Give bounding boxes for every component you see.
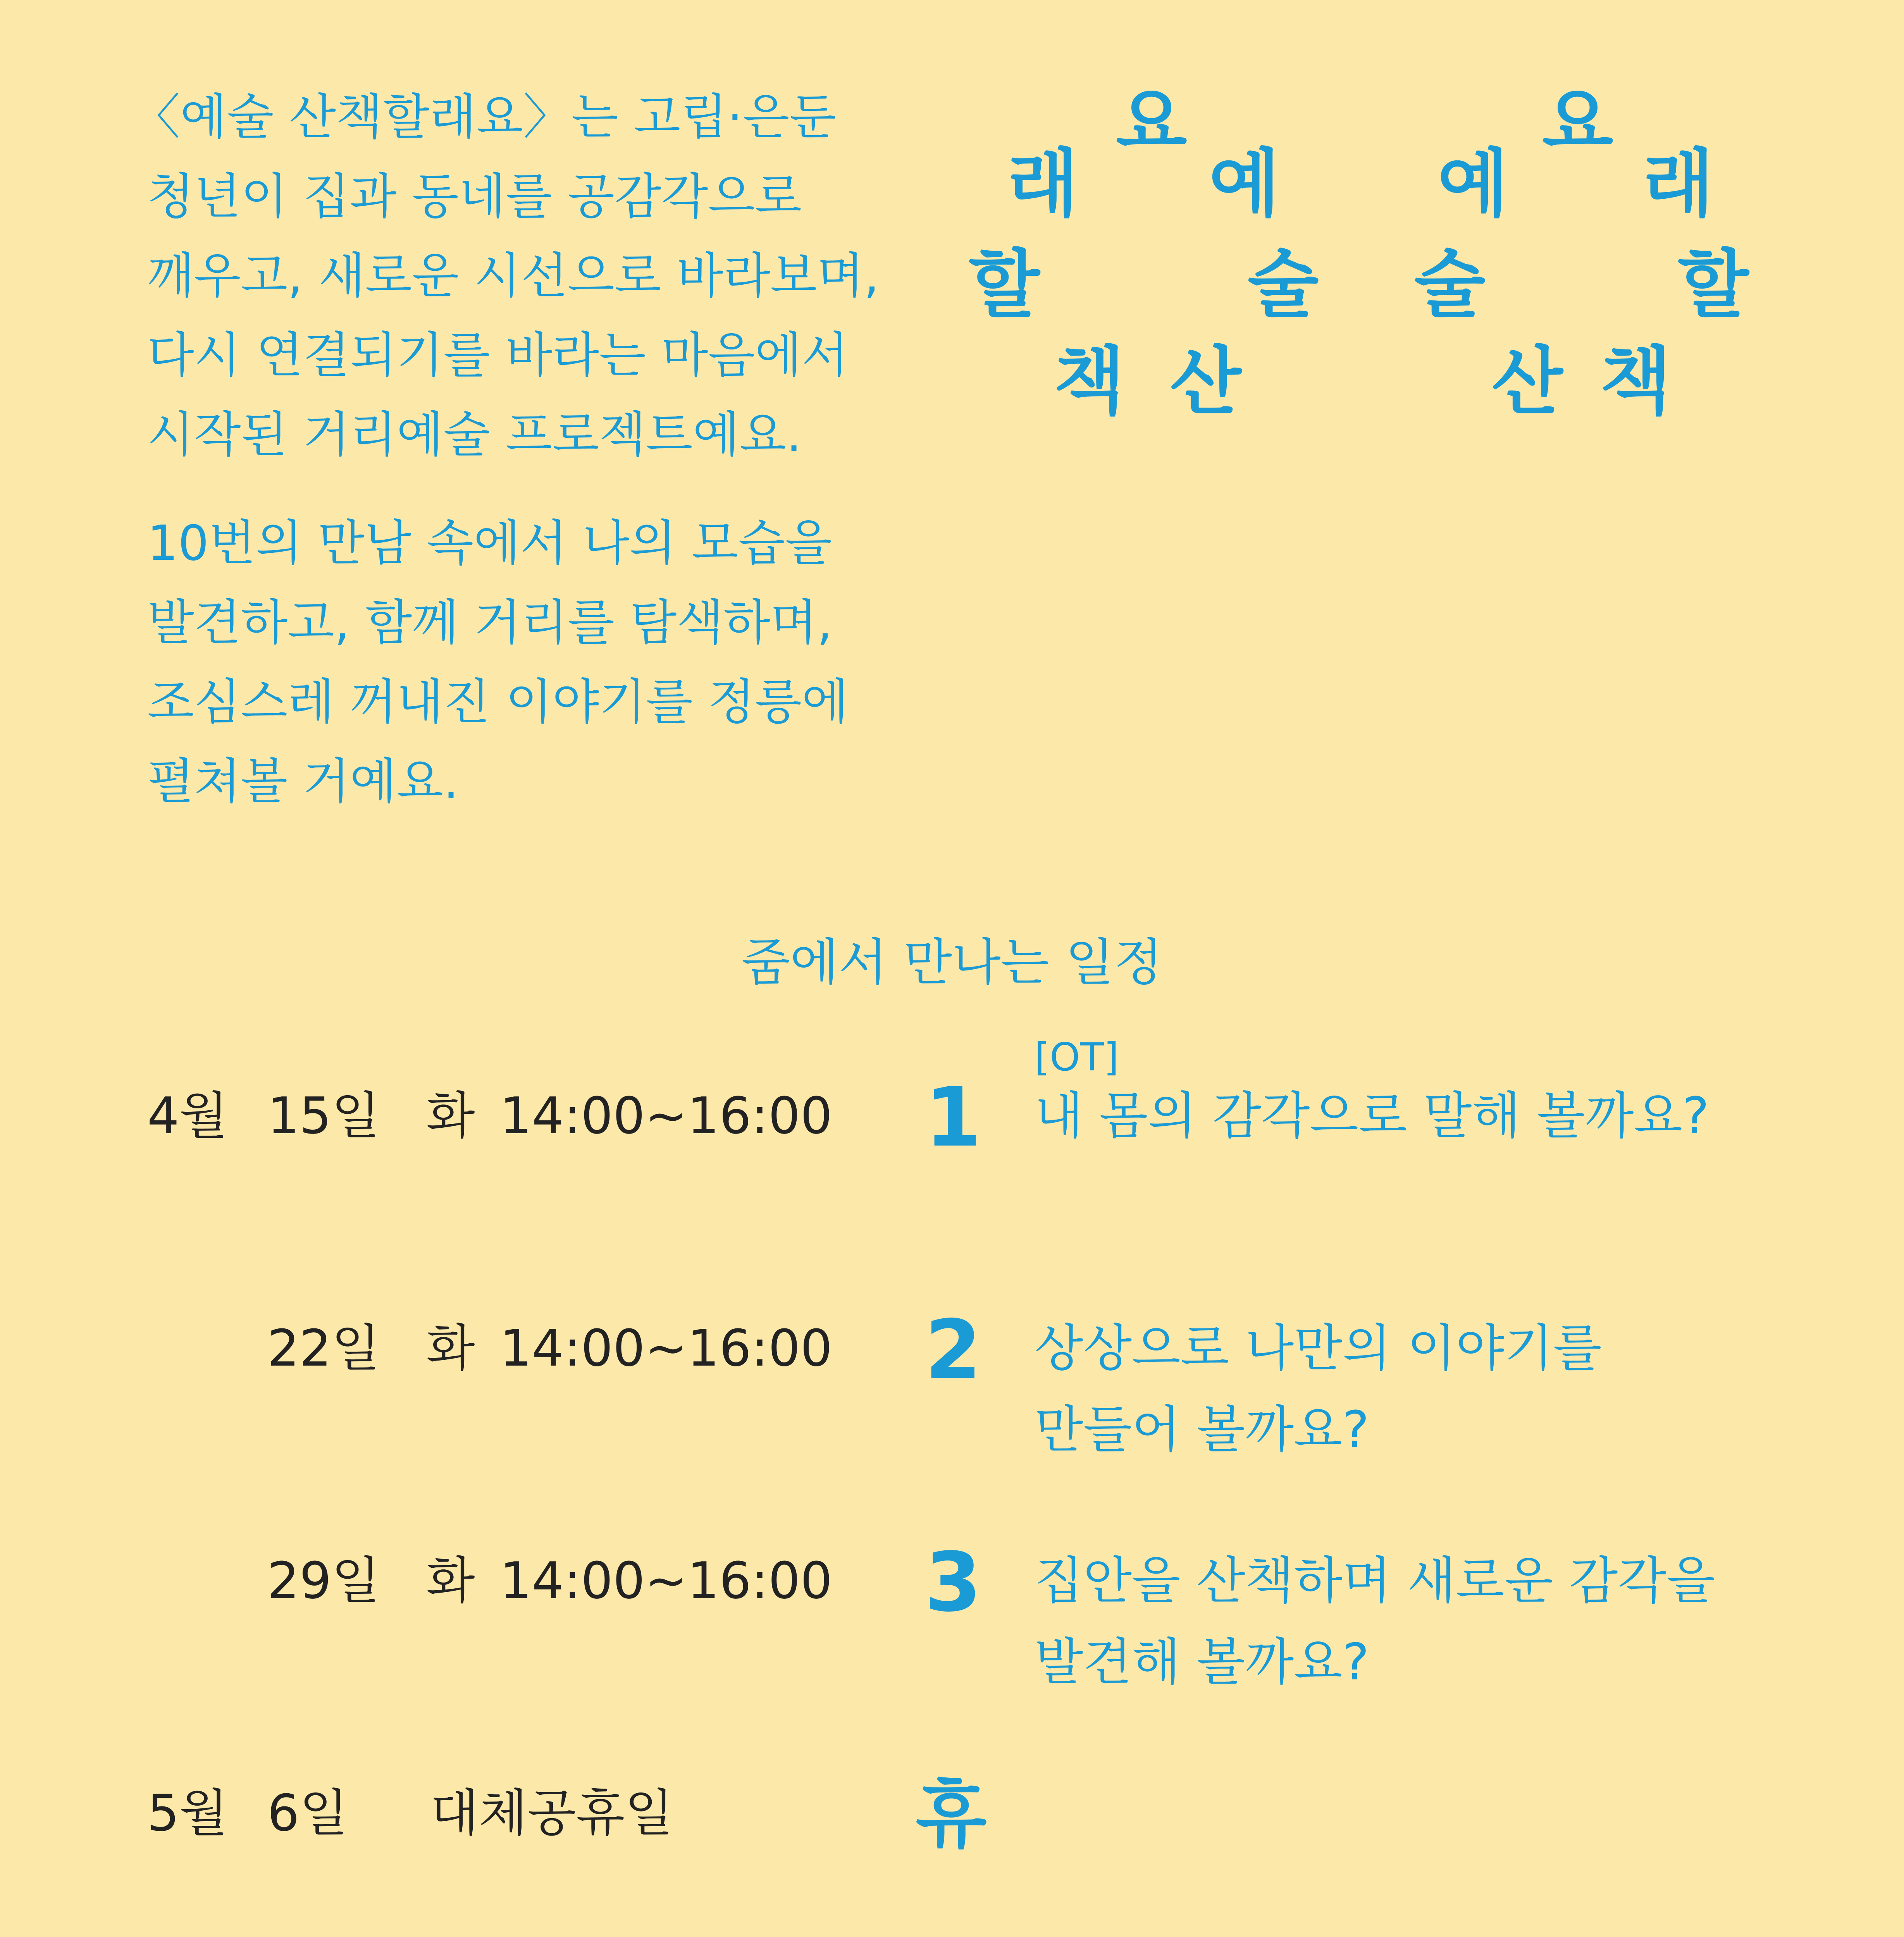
session-number: 1 xyxy=(924,1070,982,1165)
schedule-day: 6일 xyxy=(267,1784,348,1842)
schedule-day: 15일 xyxy=(267,1086,380,1145)
logo-glyph: 할 xyxy=(1678,242,1746,327)
schedule-weekday: 화 xyxy=(426,1551,475,1610)
session-description xyxy=(1035,1075,1709,1156)
session-description-line: 내 몸의 감각으로 말해 볼까요? xyxy=(1035,1086,1709,1145)
logo-glyph: 할 xyxy=(969,242,1037,327)
intro-line: 10번의 만남 속에서 나의 모습을 xyxy=(147,515,832,571)
session-description xyxy=(1035,1540,1715,1703)
schedule-weekday: 화 xyxy=(426,1086,475,1145)
logo-wreath-right xyxy=(1399,58,1904,465)
session-description-line: 상상으로 나만의 이야기를 xyxy=(1035,1319,1602,1378)
intro-line: 다시 연결되기를 바라는 마음에서 xyxy=(147,327,849,384)
session-description-line: 만들어 볼까요? xyxy=(1035,1400,1369,1459)
logo-glyph: 요 xyxy=(1116,79,1184,165)
logo-glyph: 예 xyxy=(1209,141,1277,227)
logo-glyph: 책 xyxy=(1600,339,1668,424)
intro-line: 깨우고, 새로운 시선으로 바라보며, xyxy=(147,248,880,304)
holiday-mark: 휴 xyxy=(916,1772,987,1858)
schedule-day: 22일 xyxy=(267,1319,380,1378)
schedule-month: 4월 xyxy=(147,1086,228,1145)
intro-line: 〈예술 산책할래요〉는 고립·은둔 xyxy=(132,89,837,145)
schedule-month: 5월 xyxy=(147,1784,228,1842)
session-description-line: 발견해 볼까요? xyxy=(1035,1633,1369,1691)
session-description xyxy=(1035,1307,1602,1470)
intro-line: 조심스레 꺼내진 이야기를 정릉에 xyxy=(147,674,849,730)
logo-glyph: 래 xyxy=(1643,141,1711,227)
logo-glyph: 요 xyxy=(1542,79,1610,165)
schedule-time: 14:00~16:00 xyxy=(500,1551,833,1610)
intro-paragraph-1 xyxy=(132,77,945,475)
schedule-weekday: 화 xyxy=(426,1319,475,1378)
intro-line: 펼쳐볼 거예요. xyxy=(147,753,459,810)
logo-glyph: 술 xyxy=(1248,242,1316,327)
schedule-holiday-label: 대체공휴일 xyxy=(430,1784,673,1842)
schedule-time: 14:00~16:00 xyxy=(500,1319,833,1378)
session-description-line: 집안을 산책하며 새로운 감각을 xyxy=(1035,1551,1715,1610)
logo-glyph: 산 xyxy=(1492,339,1560,424)
session-tag: [OT] xyxy=(1035,1034,1119,1080)
logo-glyph: 래 xyxy=(1007,141,1076,227)
schedule-title: 줌에서 만나는 일정 xyxy=(741,933,1163,992)
intro-paragraph-2 xyxy=(132,504,945,821)
logo-glyph: 술 xyxy=(1414,242,1482,327)
intro-line: 발견하고, 함께 거리를 탐색하며, xyxy=(147,595,833,651)
schedule-time: 14:00~16:00 xyxy=(500,1086,833,1145)
schedule-day: 29일 xyxy=(267,1551,380,1610)
session-number: 3 xyxy=(924,1535,982,1630)
logo-glyph: 예 xyxy=(1437,141,1506,227)
intro-line: 시작된 거리예술 프로젝트예요. xyxy=(147,407,802,463)
logo-glyph: 산 xyxy=(1170,339,1238,424)
intro-line: 청년이 집과 동네를 공감각으로 xyxy=(147,169,802,225)
session-number: 2 xyxy=(924,1302,982,1397)
logo-glyph: 책 xyxy=(1054,339,1122,424)
